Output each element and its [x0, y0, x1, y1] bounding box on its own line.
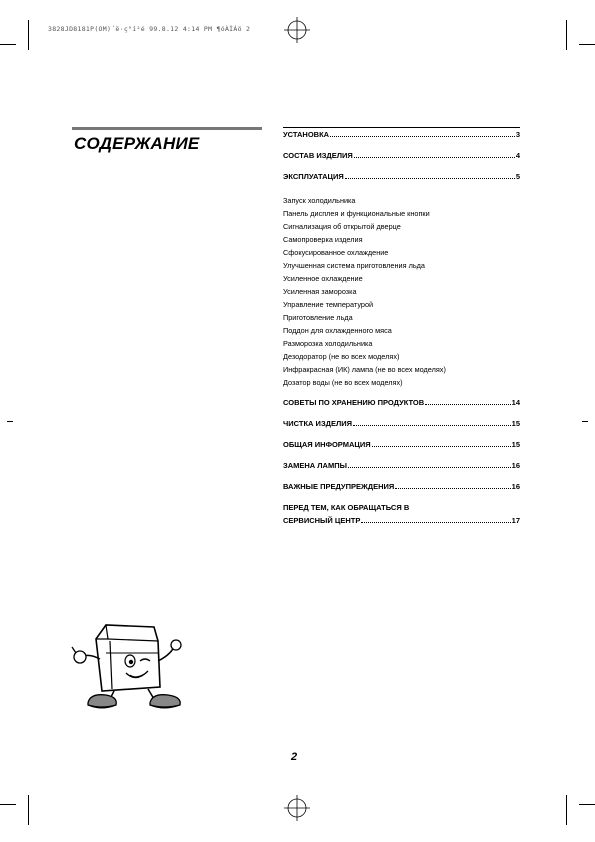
toc-leader-dots [361, 516, 510, 523]
toc-subitem[interactable]: Дезодоратор (не во всех моделях) [283, 352, 400, 361]
toc-entry-label: ОБЩАЯ ИНФОРМАЦИЯ [283, 440, 371, 449]
toc-entry[interactable] [283, 440, 520, 461]
toc-entry-page: 5 [515, 172, 520, 181]
crop-mark [579, 44, 595, 45]
toc-entry-label: ЧИСТКА ИЗДЕЛИЯ [283, 419, 353, 428]
toc-subitem-list [283, 194, 520, 389]
toc-leader-dots [425, 398, 511, 405]
page-number: 2 [291, 751, 298, 763]
toc-entry-label: СОВЕТЫ ПО ХРАНЕНИЮ ПРОДУКТОВ [283, 398, 425, 407]
crop-mark [566, 795, 567, 825]
toc-entry-page: 15 [511, 440, 520, 449]
toc-entry-page: 17 [511, 516, 520, 525]
toc-leader-dots [372, 440, 511, 447]
toc-subitem[interactable]: Панель дисплея и функциональные кнопки [283, 209, 430, 218]
toc-subitem[interactable]: Усиленное охлаждение [283, 274, 363, 283]
crop-mark [28, 795, 29, 825]
toc-leader-dots [348, 461, 511, 468]
toc-entry[interactable] [283, 398, 520, 419]
toc-subitem[interactable]: Поддон для охлажденного мяса [283, 326, 392, 335]
toc-subitem[interactable]: Дозатор воды (не во всех моделях) [283, 378, 403, 387]
toc-entry[interactable] [283, 130, 520, 151]
toc-entry-label-line2: СЕРВИСНЫЙ ЦЕНТР [283, 516, 361, 525]
toc-entry-label-line1: ПЕРЕД ТЕМ, КАК ОБРАЩАТЬСЯ В [283, 503, 410, 512]
toc-entry[interactable] [283, 482, 520, 503]
toc-leader-dots [395, 482, 510, 489]
toc-entry-page: 14 [511, 398, 520, 407]
toc-leader-dots [330, 130, 515, 137]
toc-subitem[interactable]: Самопроверка изделия [283, 235, 363, 244]
toc-entry-page: 4 [515, 151, 520, 160]
toc-subitem[interactable]: Усиленная заморозка [283, 287, 357, 296]
center-tick-mark [582, 421, 588, 422]
crop-mark [566, 20, 567, 50]
toc-entry[interactable] [283, 151, 520, 172]
page-title: СОДЕРЖАНИЕ [74, 134, 200, 153]
toc-entry-page: 16 [511, 461, 520, 470]
toc-subitem[interactable]: Инфракрасная (ИК) лампа (не во всех моделях) [283, 365, 446, 374]
toc-entry-page: 3 [515, 130, 520, 139]
crop-mark [0, 804, 16, 805]
toc-entry-label: СОСТАВ ИЗДЕЛИЯ [283, 151, 353, 160]
title-rule [72, 127, 262, 130]
toc-entry[interactable] [283, 461, 520, 482]
toc-entry-label: ЗАМЕНА ЛАМПЫ [283, 461, 347, 470]
crop-mark [579, 804, 595, 805]
table-of-contents [283, 127, 520, 528]
toc-entry[interactable] [283, 419, 520, 440]
crop-mark [0, 44, 16, 45]
toc-subitem[interactable]: Сфокусированное охлаждение [283, 248, 389, 257]
fridge-mascot-icon [66, 617, 194, 713]
toc-leader-dots [345, 172, 515, 179]
toc-subitem[interactable]: Сигнализация об открытой дверце [283, 222, 401, 231]
print-header: 3828JD8181P(OM)´ë·ç°í²é 99.8.12 4:14 PM ¶óÀÌÁö 2 [48, 25, 251, 33]
registration-target-icon [284, 17, 310, 43]
toc-leader-dots [353, 419, 511, 426]
toc-entry[interactable] [283, 172, 520, 193]
center-tick-mark [7, 421, 13, 422]
toc-entry-page: 15 [511, 419, 520, 428]
toc-entry-label: ЭКСПЛУАТАЦИЯ [283, 172, 344, 181]
crop-mark [28, 20, 29, 50]
toc-top-rule [283, 127, 520, 128]
registration-target-icon [284, 795, 310, 821]
toc-entry-label: УСТАНОВКА [283, 130, 330, 139]
toc-leader-dots [354, 151, 515, 158]
toc-entry-two-line[interactable] [283, 503, 520, 528]
toc-subitem[interactable]: Улучшенная система приготовления льда [283, 261, 425, 270]
toc-subitem[interactable]: Запуск холодильника [283, 196, 356, 205]
toc-subitem[interactable]: Разморозка холодильника [283, 339, 373, 348]
toc-entry-label: ВАЖНЫЕ ПРЕДУПРЕЖДЕНИЯ [283, 482, 395, 491]
toc-entry-page: 16 [511, 482, 520, 491]
toc-subitem[interactable]: Управление температурой [283, 300, 374, 309]
toc-subitem[interactable]: Приготовление льда [283, 313, 353, 322]
